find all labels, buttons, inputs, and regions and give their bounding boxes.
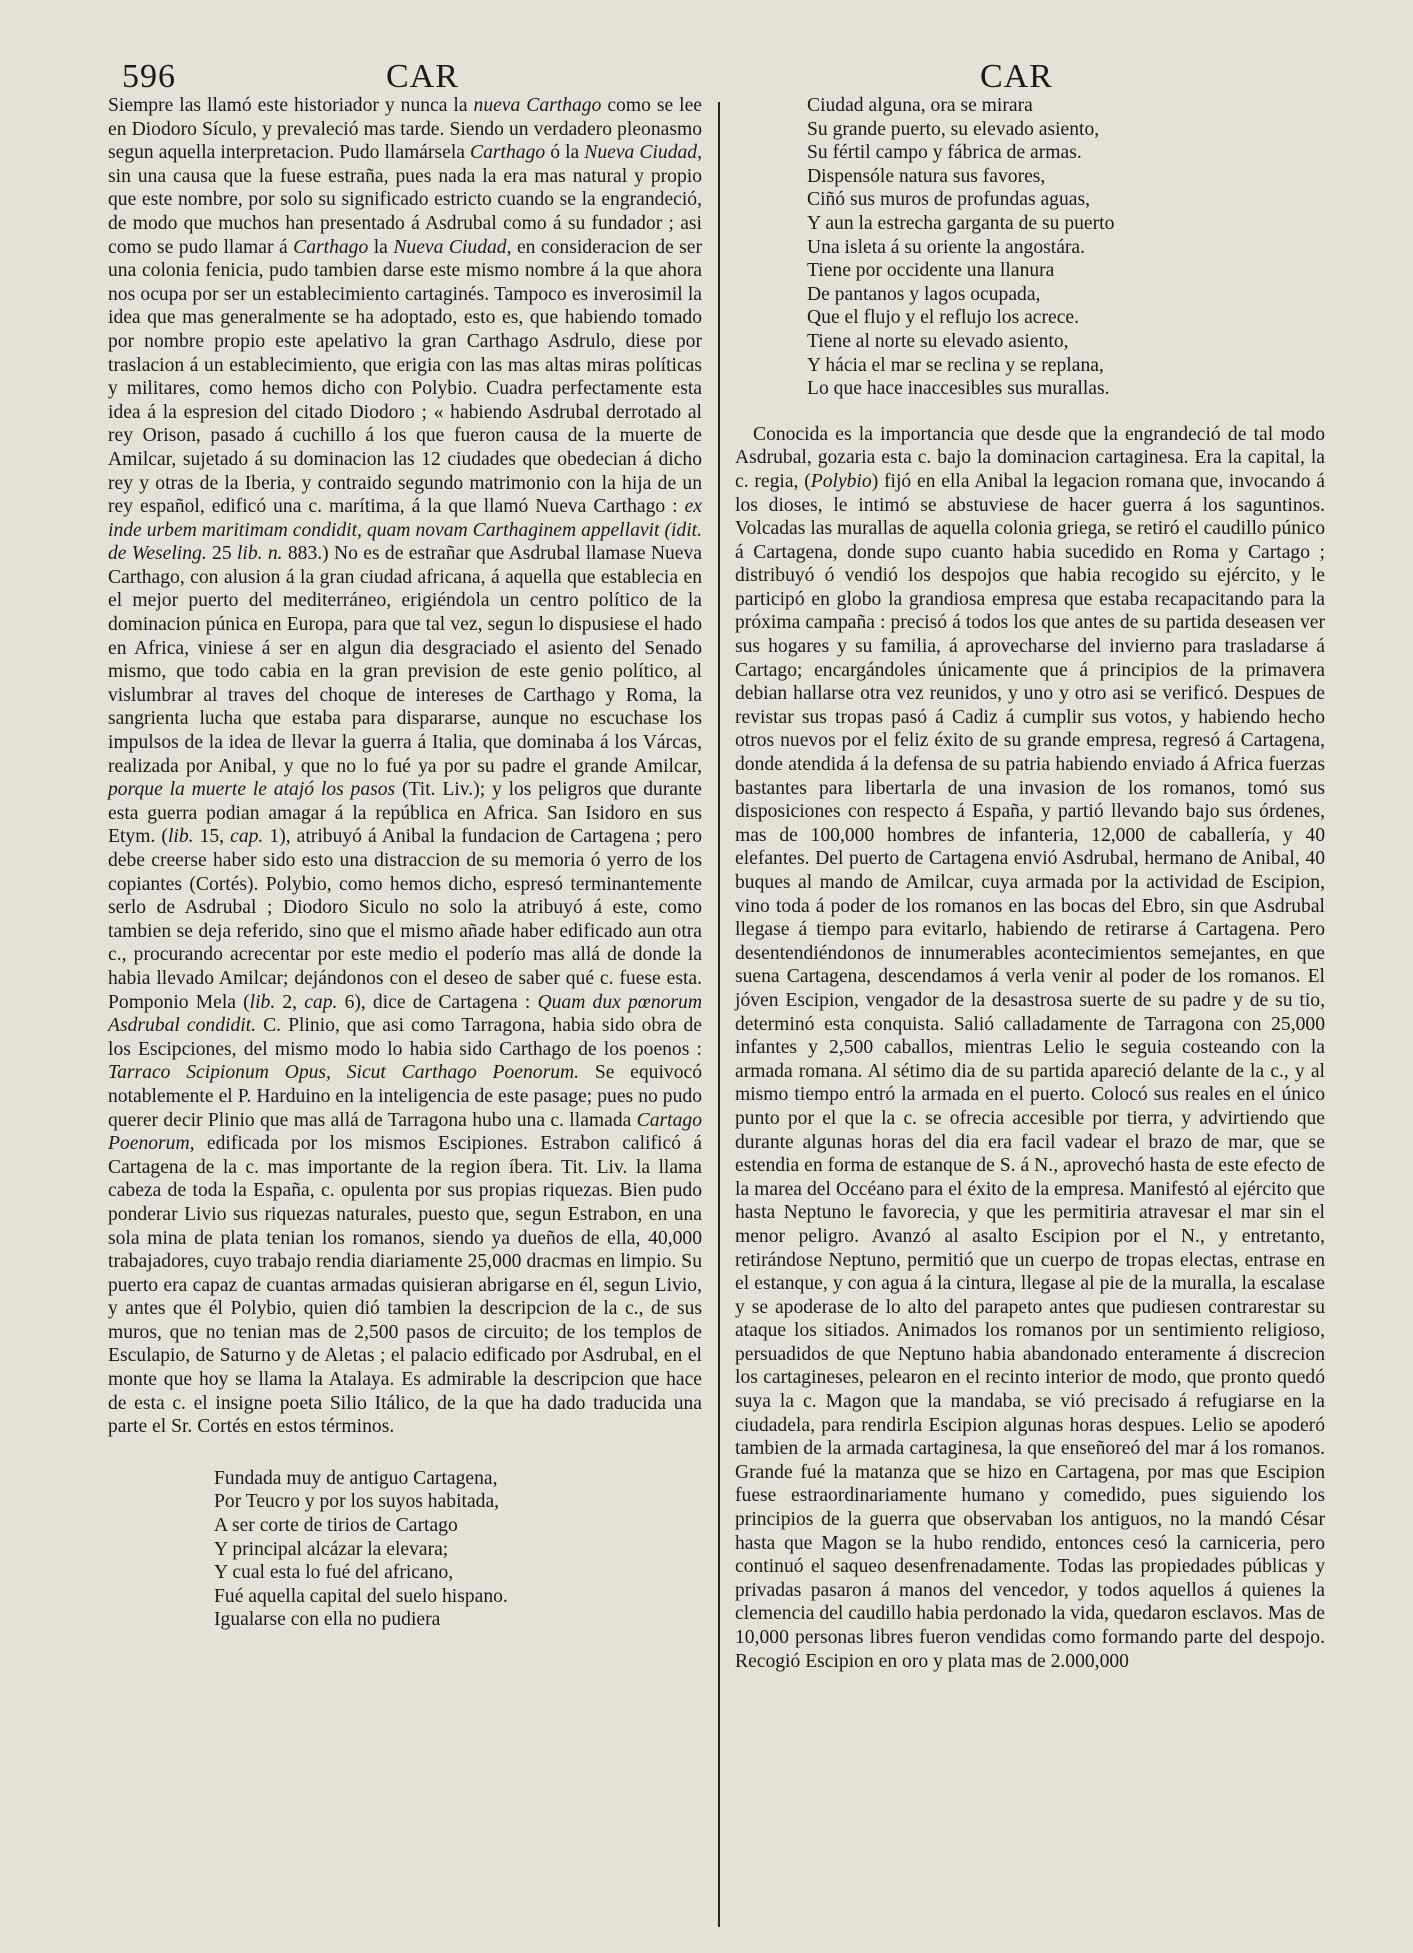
italic-text: cap. [230, 826, 264, 848]
text-run: ó la [545, 142, 585, 164]
text-run: Conocida es la importancia que desde que la engrandeció de tal modo Asdrubal, gozaria esta c. bajo la dominacion cartaginesa. Era la capital, la c. regia, ( [735, 423, 1325, 492]
verse-block [807, 94, 1325, 401]
italic-text: lib. n. [236, 543, 283, 565]
text-run: la [368, 236, 394, 258]
verse-block [214, 1467, 702, 1632]
verse-line: Lo que hace inaccesibles sus murallas. [807, 378, 1110, 400]
verse-line: Igualarse con ella no pudiera [214, 1609, 441, 1631]
verse-line: Una isleta á su oriente la angostára. [807, 236, 1086, 258]
italic-text: Cartago Poenorum, [108, 1109, 702, 1155]
text-run: 2, [275, 991, 305, 1013]
text-run: 25 [206, 543, 237, 565]
verse-line: Dispensóle natura sus favores, [807, 165, 1046, 187]
verse-line: A ser corte de tirios de Cartago [214, 1515, 458, 1537]
text-run: 1), atribuyó á Anibal la fundacion de Cartagena ; pero debe creerse haber sido esto una distraccion de su memoria ó yerro de los copiantes (Cortés). Polybio, como hemos dicho, espresó terminantemente serlo de Asdrubal ; Diodoro Siculo no solo la atribuyó á este, como tambien se deja referido, sino que el mismo añade haber edificado aun otra c., procurando acrecentar por este medio el poderío mas allá de donde la habia llevado Amilcar; dejándonos con el deseo de saber qué c. fuese esta. Pomponio Mela ( [108, 826, 702, 1013]
left-column [108, 94, 702, 1632]
italic-text: Quam dux pœnorum Asdrubal condidit. [108, 991, 702, 1037]
italic-text: Carthago [293, 236, 369, 258]
text-run: , sin una causa que la fuese estraña, pues nada la era mas natural y propio que este nombre, por solo su significado estricto cuando se la engrandeció, de modo que muchos han presentado á Asdrubal como á su fundador ; asi como se pudo llamar á [108, 142, 702, 258]
text-run: (Tit. Liv.); y los peligros que durante esta guerra podian amagar á la república en Africa. San Isidoro en sus Etym. ( [108, 779, 703, 848]
verse-line: Ciudad alguna, ora se mirara [807, 95, 1033, 116]
page-number: 596 [122, 58, 176, 95]
italic-text: nueva Carthago [473, 95, 602, 116]
text-run: C. Plinio, que asi como Tarragona, habia sido obra de los Escipciones, del mismo modo lo habia sido Carthago de los poenos : [108, 1015, 702, 1060]
left-running-head: CAR [386, 58, 459, 95]
text-run: 883.) No es de estrañar que Asdrubal llamase Nueva Carthago, con alusion á la gran ciudad africana, á aquella que establecia en el mejor puerto del mediterráneo, erigiéndola un centro político de la dominacion púnica en Europa, para que tal vez, segun lo dispusiese el hado en Africa, viniese á ser en algun dia desgraciado el asiento del Senado mismo, que todo cabia en la gran prevision de este genio político, al vislumbrar al traves del choque de intereses de Carthago y Roma, la sangrienta lucha que estaba para dispararse, aunque no escuchase los impulsos de la idea de llevar la guerra á Italia, que dominaba á los Várcas, realizada por Anibal, y que no lo fué ya por su padre el grande Amilcar, [108, 543, 702, 777]
text-run: , en consideracion de ser una colonia fenicia, pudo tambien darse este mismo nombre á la que ahora nos ocupa por ser un establecimiento cartaginés. Tampoco es inverosimil la idea que mas generalmente se ha adoptado, esto es, que habiendo tomado por nombre propio este apelativo la gran Carthago Asdrulo, diese por traslacion á un establecimiento, que erigia con las mas altas miras políticas y militares, como hemos dicho con Polybio. Cuadra perfectamente esta idea á la espresion del citado Diodoro ; « habiendo Asdrubal derrotado al rey Orison, pasado á cuchillo á los que fueron causa de la muerte de Amilcar, sujetado á su dominacion las 12 ciudades que obedecian á dicho rey y otras de la Iberia, y contraido segundo matrimonio con la hija de un rey español, edificó una c. marítima, á la que llamó Nueva Carthago : [108, 236, 703, 518]
verse-line: Tiene por occidente una llanura [807, 260, 1055, 282]
italic-text: Nueva Ciudad [584, 142, 698, 164]
verse-line: Su fértil campo y fábrica de armas. [807, 142, 1082, 164]
verse-line: Fué aquella capital del suelo hispano. [214, 1585, 508, 1607]
text-run: 15, [193, 826, 231, 848]
italic-text: porque la muerte le atajó los pasos [108, 779, 396, 801]
right-column [735, 94, 1325, 1673]
verse-line: Por Teucro y por los suyos habitada, [214, 1491, 500, 1513]
paragraph [108, 94, 702, 1439]
text-run: 6), dice de Cartagena : [337, 991, 538, 1013]
italic-text: cap. [304, 991, 338, 1013]
verse-line: De pantanos y lagos ocupada, [807, 283, 1041, 305]
verse-line: Y hácia el mar se reclina y se replana, [807, 354, 1104, 376]
verse-line: Fundada muy de antiguo Cartagena, [214, 1467, 498, 1489]
italic-text: Polybio [810, 470, 872, 492]
italic-text: Nueva Ciudad [393, 236, 507, 258]
verse-line: Su grande puerto, su elevado asiento, [807, 118, 1100, 140]
text-run: Se equivocó notablemente el P. Harduino en la inteligencia de este pasage; pues no pudo querer decir Plinio que mas allá de Tarragona hubo una c. llamada [108, 1062, 702, 1131]
paragraph [735, 423, 1325, 1673]
verse-line: Tiene al norte su elevado asiento, [807, 330, 1069, 352]
verse-line: Ciñó sus muros de profundas aguas, [807, 189, 1090, 211]
right-running-head: CAR [980, 58, 1053, 95]
text-run: edificada por los mismos Escipiones. Estrabon calificó á Cartagena de la c. mas importante de la region íbera. Tit. Liv. la llama cabeza de toda la España, c. opulenta por sus propias riquezas. Bien pudo ponderar Livio sus riquezas naturales, puesto que, segun Estrabon, en una sola mina de plata tenian los romanos, siendo ya dueños de ella, 40,000 trabajadores, cuyo trabajo rendia diariamente 25,000 dracmas en limpio. Su puerto era capaz de cuantas armadas quisieran abrigarse en él, segun Livio, y antes que él Polybio, quien dió tambien la descripcion de la c., de sus muros, que no tenian mas de 2,500 pasos de circuito; de los templos de Esculapio, de Saturno y de Aletas ; el palacio edificado por Asdrubal, en el monte que hoy se llama la Atalaya. Es admirable la descripcion que hace de esta c. el insigne poeta Silio Itálico, de la que ha dado traducida una parte el Sr. Cortés en estos términos. [108, 1133, 702, 1438]
column-divider [718, 102, 720, 1927]
verse-line: Y principal alcázar la elevara; [214, 1538, 449, 1560]
text-run: como se lee en Diodoro Sículo, y prevaleció mas tarde. Siendo un verdadero pleonasmo segun aquella interpretacion. Pudo llamársela [108, 95, 702, 164]
text-run: ) fijó en ella Anibal la legacion romana que, invocando á los dioses, le intimó se abstuviese de hacer guerra á los saguntinos. Volcadas las murallas de aquella colonia griega, se retiró el caudillo púnico á Cartagena, donde supo cuanto habia sucedido en Roma y Cartago ; distribuyó ó vendió los despojos que habia recogido su ejército, y le participó en globo la grandiosa empresa que estaba recapacitando para la próxima campaña : precisó á todos los que antes de su partida deseasen ver sus hogares y su familia, á aprovecharse del invierno para trasladarse á Cartago; encargándoles únicamente que á principios de la primavera debian hallarse otra vez reunidos, y uno y otro asi se verificó. Despues de revistar sus tropas pasó á Cadiz á cumplir sus votos, y habiendo hecho otros nuevos por el feliz éxito de su grande empresa, regresó á Cartagena, donde atendida á la defensa de su patria habiendo enviado á Africa fuerzas bastantes para libertarla de una invasion de los romanos, tomó sus disposiciones con respecto á España, y partió llevando bajo sus órdenes, mas de 100,000 hombres de infanteria, 12,000 de caballería, y 40 elefantes. Del puerto de Cartagena envió Asdrubal, hermano de Anibal, 40 buques al mando de Amilcar, cuya armada por la actividad de Escipion, vino toda á poder de los romanos en las bocas del Ebro, sin que Asdrubal llegase á tiempo para evitarlo, habiendo de retirarse á Cartagena. Pero desentendiéndonos de innumerables acontecimientos semejantes, en que suena Cartagena, descendamos á verla venir al poder de los romanos. El jóven Escipion, vengador de la desastrosa suerte de su padre y de su tio, determinó esta conquista. Salió calladamente de Tarragona con 25,000 infantes y 2,500 caballos, mientras Lelio le seguia costeando con la armada romana. Al sétimo dia de su partida apareció delante de la c., y al mismo tiempo entró la armada en el puerto. Colocó sus reales en el único punto por el que la c. se ofrecia accesible por tierra, y advirtiendo que durante algunas horas del dia era facil vadear el brazo de mar, que se estendia en forma de estanque de S. á N., aprovechó hasta de este efecto de la marea del Occéano para el éxito de la empresa. Manifestó al ejército que hasta Neptuno le favorecia, y que les permitiria atravesar el mar sin el menor peligro. Avanzó al asalto Escipion por el N., y entretanto, retirándose Neptuno, permitió que un cuerpo de tropas electas, entrase en el estanque, y con agua á la cintura, llegase al pie de la muralla, la escalase y se apoderase de lo alto del parapeto antes que pudiesen contrarestar su ataque los sitiados. Animados los romanos por un sentimiento religioso, persuadidos de que Neptuno habia abandonado enteramente á discrecion los cartagineses, pelearon en el recinto interior de modo, que pronto quedó suya la c. Magon que la mandaba, se vió precisado á refugiarse en la ciudadela, para rendirla Escipion algunas horas despues. Lelio se apoderó tambien de la armada cartaginesa, la que enseñoreó del mar á los romanos. Grande fué la matanza que se hizo en Cartagena, por mas que Escipion fuese estraordinariamente humano y comedido, pues siguiendo los principios de la guerra que observaban los antiguos, no la mandó César hasta que Magon se la hubo rendido, entonces cesó la carniceria, pero continuó el saqueo desenfrenadamente. Todas las propiedades públicas y privadas pasaron á manos del vencedor, y todos aquellos á quienes la clemencia del caudillo habia perdonado la vida, quedaron esclavos. Mas de 10,000 personas libres fueron vendidas como formando parte del despojo. Recogió Escipion en oro y plata mas de 2.000,000 [735, 470, 1325, 1672]
italic-text: ex inde urbem maritimam condidit, quam novam Carthaginem appellavit (idit. de Weseling. [108, 496, 702, 565]
italic-text: Carthago [470, 142, 546, 164]
verse-line: Y aun la estrecha garganta de su puerto [807, 212, 1115, 234]
italic-text: Tarraco Scipionum Opus, Sicut Carthago Poenorum. [108, 1062, 580, 1084]
text-run: Siempre las llamó este historiador y nunca la [108, 95, 474, 116]
italic-text: lib. [167, 826, 194, 848]
verse-line: Y cual esta lo fué del africano, [214, 1562, 454, 1584]
verse-line: Que el flujo y el reflujo los acrece. [807, 307, 1080, 329]
italic-text: lib. [249, 991, 276, 1013]
